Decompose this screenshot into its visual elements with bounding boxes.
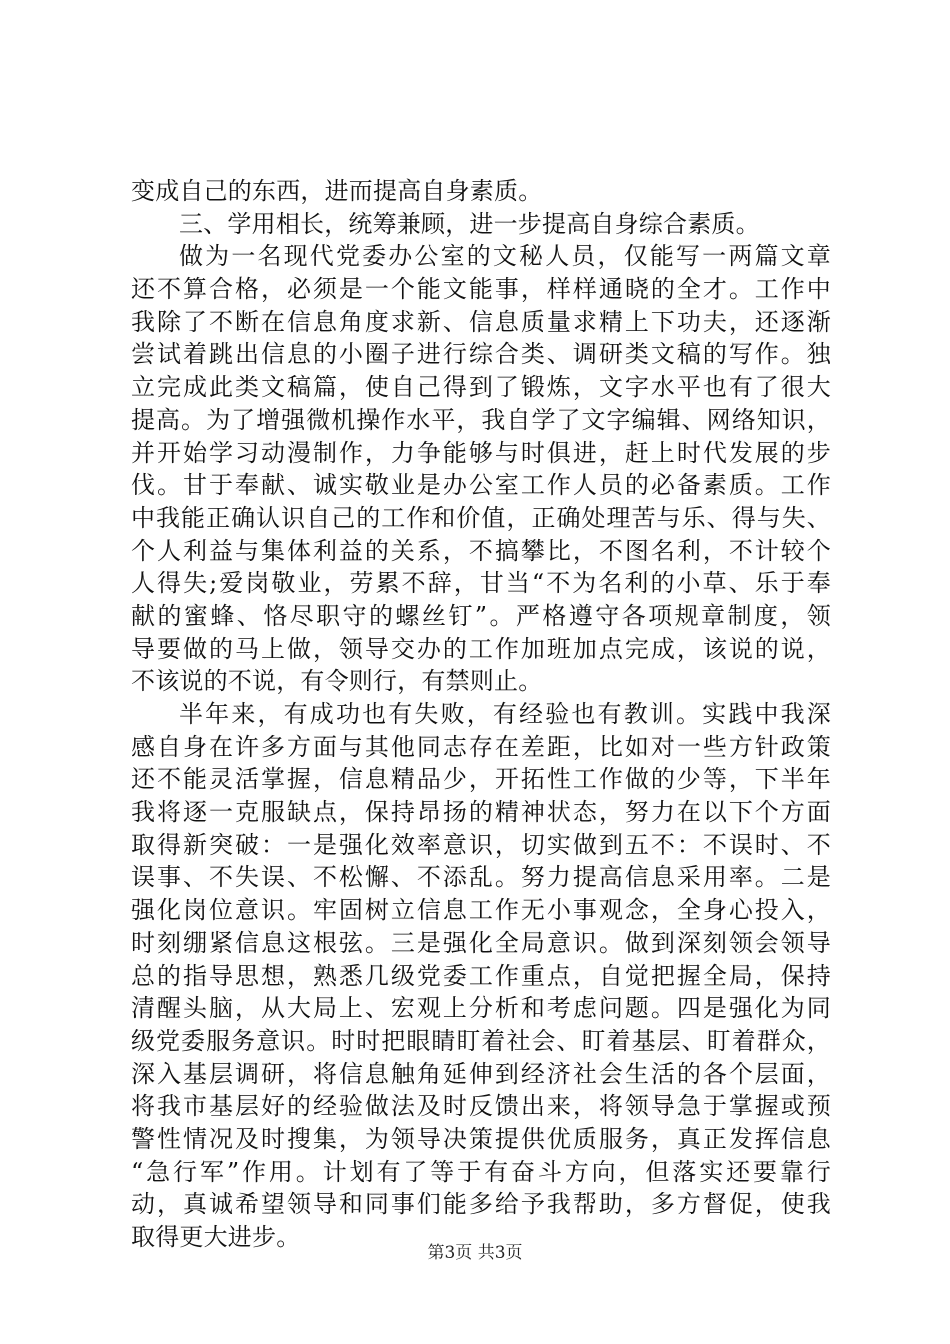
text-line: 取得更大进步。 (131, 1223, 301, 1251)
text-line: 变成自己的东西，进而提高自身素质。 (131, 177, 543, 205)
text-line: 还不能灵活掌握，信息精品少，开拓性工作做的少等，下半年 (131, 765, 831, 794)
text-line: 尝试着跳出信息的小圈子进行综合类、调研类文稿的写作。独 (131, 340, 831, 369)
text-line: 伐。甘于奉献、诚实敬业是办公室工作人员的必备素质。工作 (131, 471, 831, 500)
text-line: 中我能正确认识自己的工作和价值，正确处理苦与乐、得与失、 (131, 503, 831, 532)
text-line: “急行军”作用。计划有了等于有奋斗方向，但落实还要靠行 (131, 1157, 831, 1186)
text-line: 立完成此类文稿篇，使自己得到了锻炼，文字水平也有了很大 (131, 373, 831, 402)
text-line: 感自身在许多方面与其他同志存在差距，比如对一些方针政策 (131, 732, 831, 761)
text-line: 还不算合格，必须是一个能文能事，样样通晓的全才。工作中 (131, 275, 831, 304)
page-footer: 第3页 共3页 (427, 1243, 523, 1263)
text-line: 级党委服务意识。时时把眼睛盯着社会、盯着基层、盯着群众， (131, 1026, 831, 1055)
text-line: 将我市基层好的经验做法及时反馈出来，将领导急于掌握或预 (131, 1092, 831, 1121)
text-line: 我除了不断在信息角度求新、信息质量求精上下功夫，还逐渐 (131, 307, 831, 336)
text-line: 献的蜜蜂、恪尽职守的螺丝钉”。严格遵守各项规章制度，领 (131, 601, 831, 630)
text-line: 提高。为了增强微机操作水平，我自学了文字编辑、网络知识， (131, 405, 831, 434)
text-line: 做为一名现代党委办公室的文秘人员，仅能写一两篇文章 (179, 242, 831, 271)
text-line: 警性情况及时搜集，为领导决策提供优质服务，真正发挥信息 (131, 1124, 831, 1153)
text-line: 个人利益与集体利益的关系，不搞攀比，不图名利，不计较个 (131, 536, 831, 565)
text-line: 人得失;爱岗敬业，劳累不辞，甘当“不为名利的小草、乐于奉 (131, 569, 831, 598)
text-line: 半年来，有成功也有失败，有经验也有教训。实践中我深 (179, 700, 831, 728)
text-line: 深入基层调研，将信息触角延伸到经济社会生活的各个层面， (131, 1059, 831, 1088)
text-line: 动，真诚希望领导和同事们能多给予我帮助，多方督促，使我 (131, 1190, 831, 1219)
document-body (131, 175, 831, 1254)
text-line: 不该说的不说，有令则行，有禁则止。 (131, 667, 543, 696)
text-line: 强化岗位意识。牢固树立信息工作无小事观念，全身心投入， (131, 896, 831, 925)
text-line: 误事、不失误、不松懈、不添乱。努力提高信息采用率。二是 (131, 863, 831, 892)
text-line: 清醒头脑，从大局上、宏观上分析和考虑问题。四是强化为同 (131, 994, 831, 1023)
text-line: 时刻绷紧信息这根弦。三是强化全局意识。做到深刻领会领导 (131, 928, 831, 957)
text-line: 导要做的马上做，领导交办的工作加班加点完成，该说的说， (131, 634, 831, 663)
text-line: 我将逐一克服缺点，保持昂扬的精神状态，努力在以下个方面 (131, 798, 831, 827)
text-line: 三、学用相长，统筹兼顾，进一步提高自身综合素质。 (179, 209, 760, 238)
text-line: 总的指导思想，熟悉几级党委工作重点，自觉把握全局，保持 (131, 961, 831, 990)
text-line: 取得新突破：一是强化效率意识，切实做到五不：不误时、不 (131, 830, 831, 859)
text-line: 并开始学习动漫制作，力争能够与时俱进，赶上时代发展的步 (131, 438, 831, 467)
